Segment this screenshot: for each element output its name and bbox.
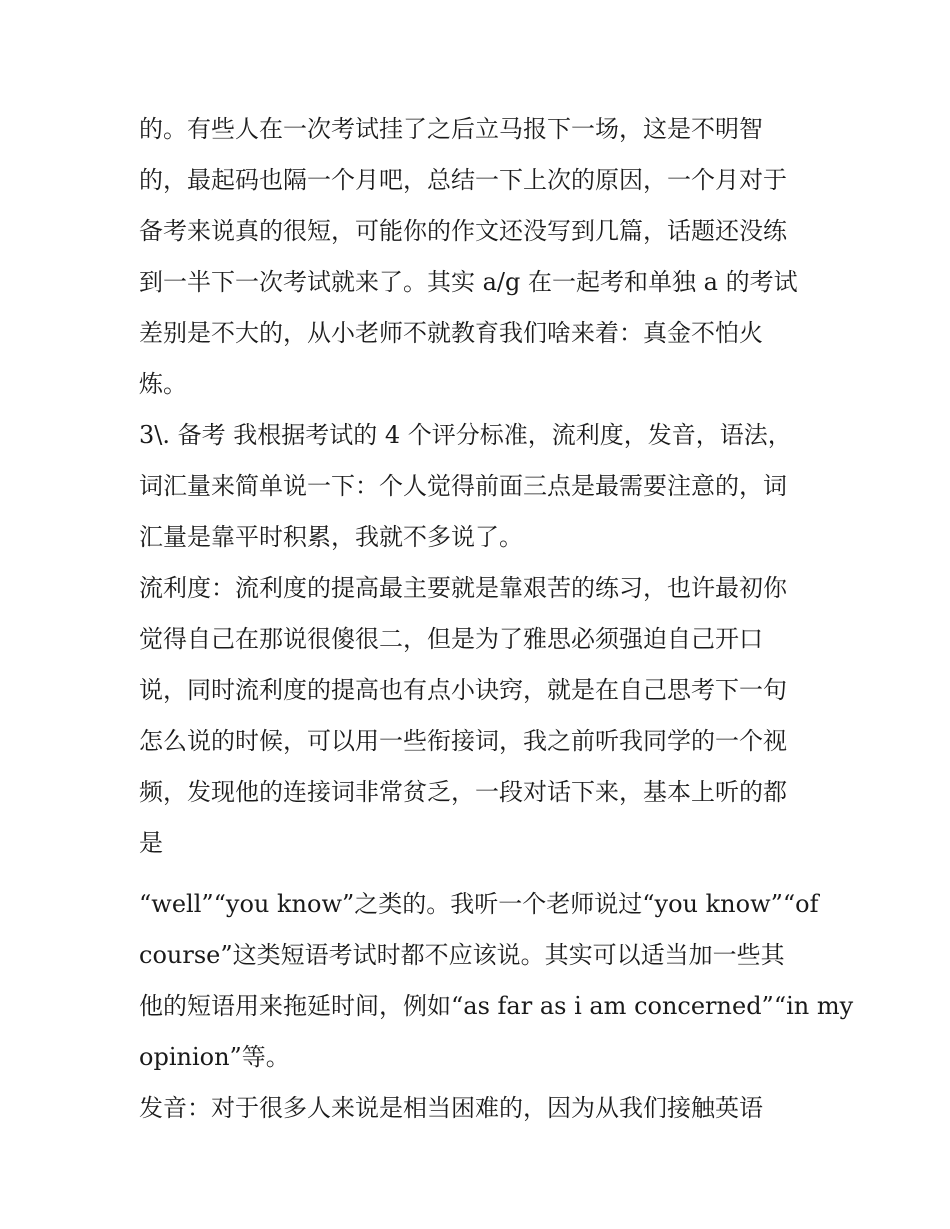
text-line: 3\. 备考 我根据考试的 4 个评分标准，流利度，发音，语法， — [139, 421, 792, 449]
text-line: 他的短语用来拖延时间，例如“as far as i am concerned”“in my — [139, 992, 854, 1020]
text-line: 备考来说真的很短，可能你的作文还没写到几篇，话题还没练 — [139, 217, 787, 245]
text-line: 词汇量来简单说一下：个人觉得前面三点是最需要注意的，词 — [139, 472, 787, 500]
text-line: 差别是不大的，从小老师不就教育我们啥来着：真金不怕火 — [139, 319, 763, 347]
text-line: “well”“you know”之类的。我听一个老师说过“you know”“of — [139, 890, 819, 918]
document-body — [139, 104, 854, 1134]
text-line: 觉得自己在那说很傻很二，但是为了雅思必须强迫自己开口 — [139, 625, 763, 653]
text-line: 的。有些人在一次考试挂了之后立马报下一场，这是不明智 — [139, 115, 763, 143]
text-line: 炼。 — [139, 370, 187, 398]
text-line: course”这类短语考试时都不应该说。其实可以适当加一些其 — [139, 941, 785, 969]
paragraph-gap — [139, 869, 819, 879]
text-line: 怎么说的时候，可以用一些衔接词，我之前听我同学的一个视 — [139, 727, 787, 755]
text-line: 流利度：流利度的提高最主要就是靠艰苦的练习，也许最初你 — [139, 574, 787, 602]
text-line: 频，发现他的连接词非常贫乏，一段对话下来，基本上听的都 — [139, 778, 787, 806]
text-line: 的，最起码也隔一个月吧，总结一下上次的原因，一个月对于 — [139, 166, 787, 194]
text-line: 说，同时流利度的提高也有点小诀窍，就是在自己思考下一句 — [139, 676, 787, 704]
text-line: 到一半下一次考试就来了。其实 a/g 在一起考和单独 a 的考试 — [139, 268, 798, 296]
text-line: 是 — [139, 829, 163, 857]
text-line: opinion”等。 — [139, 1043, 290, 1071]
text-line: 汇量是靠平时积累，我就不多说了。 — [139, 523, 523, 551]
text-line: 发音：对于很多人来说是相当困难的，因为从我们接触英语 — [139, 1094, 763, 1122]
